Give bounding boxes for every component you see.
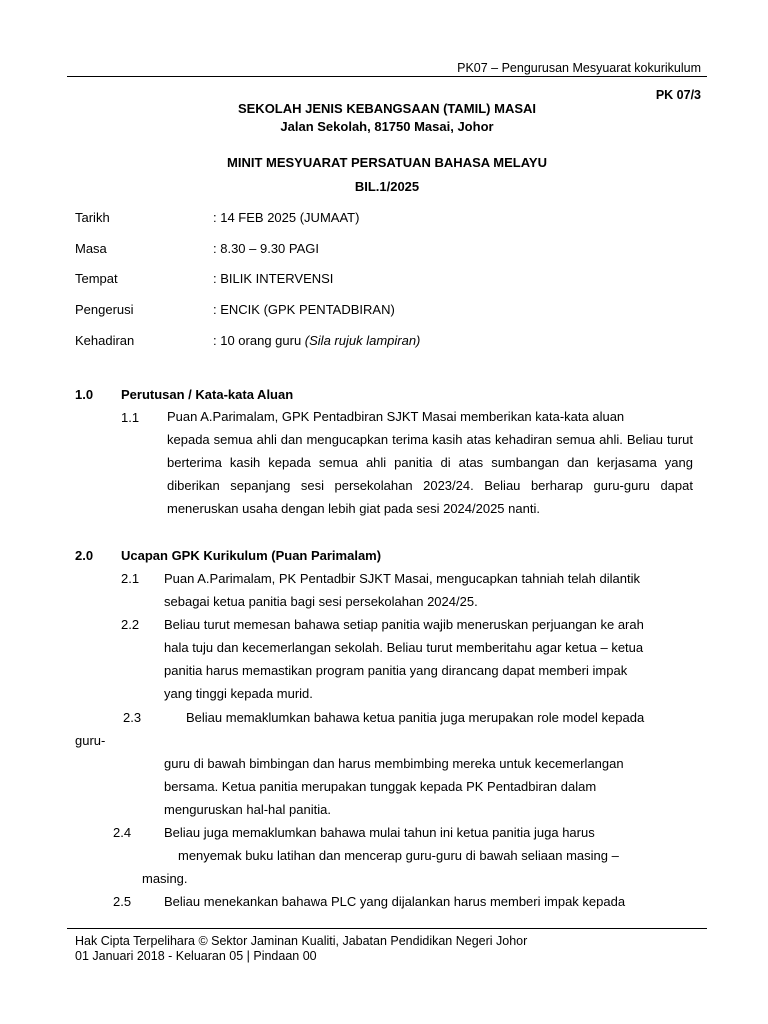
- detail-label-attendance: Kehadiran: [75, 333, 135, 348]
- header-rule: [67, 76, 707, 77]
- section-title: Perutusan / Kata-kata Aluan: [121, 387, 294, 402]
- section-number: 2.0: [75, 548, 94, 563]
- footer-edition: 01 Januari 2018 - Keluaran 05 | Pindaan 00: [75, 949, 317, 963]
- item-line: Beliau turut memesan bahawa setiap panitia wajib meneruskan perjuangan ke arah: [164, 617, 644, 632]
- item-line: bersama. Ketua panitia merupakan tunggak kepada PK Pentadbiran dalam: [164, 779, 597, 794]
- detail-label-date: Tarikh: [75, 210, 110, 225]
- footer-copyright: Hak Cipta Terpelihara © Sektor Jaminan Kualiti, Jabatan Pendidikan Negeri Johor: [75, 934, 528, 948]
- school-address: Jalan Sekolah, 81750 Masai, Johor: [280, 119, 494, 134]
- item-line: Beliau juga memaklumkan bahawa mulai tahun ini ketua panitia juga harus: [164, 825, 595, 840]
- section-number: 1.0: [75, 387, 94, 402]
- item-line: menguruskan hal-hal panitia.: [164, 802, 331, 817]
- item-number: 2.4: [113, 825, 132, 840]
- item-line: menyemak buku latihan dan mencerap guru-guru di bawah seliaan masing –: [178, 848, 619, 863]
- running-header: PK07 – Pengurusan Mesyuarat kokurikulum: [457, 61, 701, 75]
- item-line: Puan A.Parimalam, PK Pentadbir SJKT Masai, mengucapkan tahniah telah dilantik: [164, 571, 640, 586]
- footer-rule: [67, 928, 707, 929]
- item-line: Beliau memaklumkan bahawa ketua panitia juga merupakan role model kepada: [186, 710, 645, 725]
- item-line: guru-: [75, 733, 106, 748]
- item-text: [167, 405, 693, 520]
- school-name: SEKOLAH JENIS KEBANGSAAN (TAMIL) MASAI: [237, 101, 537, 116]
- detail-value-venue: : BILIK INTERVENSI: [213, 271, 334, 286]
- detail-value-chair: : ENCIK (GPK PENTADBIRAN): [213, 302, 395, 317]
- meeting-title: MINIT MESYUARAT PERSATUAN BAHASA MELAYU: [227, 155, 547, 170]
- item-line: sebagai ketua panitia bagi sesi persekolahan 2024/25.: [164, 594, 478, 609]
- attendance-count: : 10 orang guru: [213, 333, 305, 348]
- item-line: masing.: [142, 871, 188, 886]
- detail-label-chair: Pengerusi: [75, 302, 134, 317]
- meeting-number: BIL.1/2025: [354, 179, 420, 194]
- item-continuation: kepada semua ahli dan mengucapkan terima kasih atas kehadiran semua ahli. Beliau turut berterima kasih kepada semua ahli panitia di atas sumbangan dan kerjasama yang diberikan sepanjang sesi persekolahan 2023/24. Beliau berharap guru-guru dapat meneruskan usaha dengan lebih giat pada sesi 2024/2025 nanti.: [167, 432, 693, 516]
- item-number: 1.1: [121, 410, 140, 425]
- attendance-note: (Sila rujuk lampiran): [304, 333, 421, 348]
- detail-label-time: Masa: [75, 241, 107, 256]
- detail-value-time: : 8.30 – 9.30 PAGI: [213, 241, 319, 256]
- detail-value-date: : 14 FEB 2025 (JUMAAT): [213, 210, 360, 225]
- form-code: PK 07/3: [655, 88, 701, 102]
- item-number: 2.3: [123, 710, 142, 725]
- item-number: 2.1: [121, 571, 140, 586]
- item-first-line: Puan A.Parimalam, GPK Pentadbiran SJKT Masai memberikan kata-kata aluan: [167, 409, 625, 424]
- item-line: panitia harus memastikan program panitia yang dirancang dapat memberi impak: [164, 663, 628, 678]
- item-line: guru di bawah bimbingan dan harus membimbing mereka untuk kecemerlangan: [164, 756, 624, 771]
- item-line: Beliau menekankan bahawa PLC yang dijalankan harus memberi impak kepada: [164, 894, 626, 909]
- item-line: yang tinggi kepada murid.: [164, 686, 313, 701]
- item-number: 2.5: [113, 894, 132, 909]
- detail-value-attendance: [213, 333, 420, 348]
- item-number: 2.2: [121, 617, 140, 632]
- item-line: hala tuju dan kecemerlangan sekolah. Beliau turut memberitahu agar ketua – ketua: [164, 640, 644, 655]
- section-title: Ucapan GPK Kurikulum (Puan Parimalam): [121, 548, 382, 563]
- detail-label-venue: Tempat: [75, 271, 118, 286]
